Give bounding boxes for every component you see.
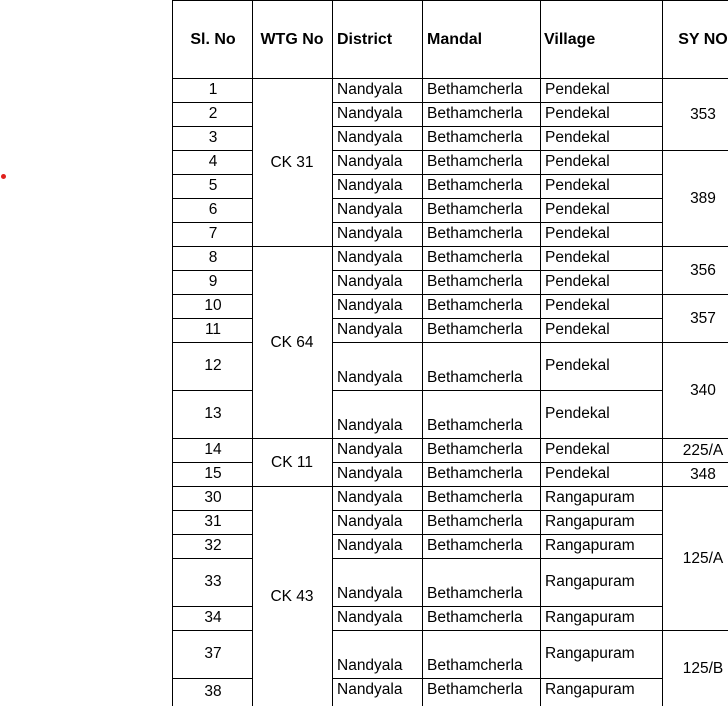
sl-no-cell: 10 (204, 297, 222, 314)
sl-no-cell: 38 (204, 683, 222, 700)
mandal-cell: Bethamcherla (427, 441, 523, 458)
village-cell: Pendekal (545, 297, 610, 314)
village-cell: Pendekal (545, 105, 610, 122)
wtg-no-cell: CK 31 (270, 154, 314, 171)
village-cell: Pendekal (545, 129, 610, 146)
mandal-cell: Bethamcherla (427, 369, 523, 386)
mandal-cell: Bethamcherla (427, 297, 523, 314)
village-cell: Rangapuram (545, 681, 635, 698)
village-cell: Pendekal (545, 465, 610, 482)
district-cell: Nandyala (337, 321, 403, 338)
sl-no-cell: 14 (204, 441, 222, 458)
district-cell: Nandyala (337, 369, 403, 386)
mandal-cell: Bethamcherla (427, 417, 523, 434)
village-cell: Pendekal (545, 441, 610, 458)
sl-no-cell: 7 (208, 225, 218, 242)
mandal-cell: Bethamcherla (427, 585, 523, 602)
district-cell: Nandyala (337, 201, 403, 218)
mandal-cell: Bethamcherla (427, 681, 523, 698)
village-cell: Pendekal (545, 273, 610, 290)
sl-no-cell: 2 (208, 105, 218, 122)
header-mandal: Mandal (427, 31, 483, 48)
village-cell: Rangapuram (545, 573, 635, 590)
mandal-cell: Bethamcherla (427, 609, 523, 626)
village-cell: Rangapuram (545, 489, 635, 506)
mandal-cell: Bethamcherla (427, 273, 523, 290)
sy-no-cell: 389 (690, 190, 716, 207)
mandal-cell: Bethamcherla (427, 657, 523, 674)
village-cell: Pendekal (545, 81, 610, 98)
village-cell: Pendekal (545, 153, 610, 170)
sl-no-cell: 8 (208, 249, 218, 266)
district-cell: Nandyala (337, 105, 403, 122)
village-cell: Rangapuram (545, 645, 635, 662)
district-cell: Nandyala (337, 537, 403, 554)
district-cell: Nandyala (337, 609, 403, 626)
district-cell: Nandyala (337, 441, 403, 458)
district-cell: Nandyala (337, 225, 403, 242)
sl-no-cell: 37 (204, 645, 222, 662)
mandal-cell: Bethamcherla (427, 225, 523, 242)
sl-no-cell: 1 (208, 81, 218, 98)
header-wtg-no: WTG No (260, 31, 324, 48)
district-cell: Nandyala (337, 417, 403, 434)
wtg-no-cell: CK 43 (270, 588, 314, 605)
sl-no-cell: 4 (208, 153, 218, 170)
district-cell: Nandyala (337, 177, 403, 194)
mandal-cell: Bethamcherla (427, 249, 523, 266)
sl-no-cell: 9 (208, 273, 218, 290)
sl-no-cell: 15 (204, 465, 222, 482)
mandal-cell: Bethamcherla (427, 105, 523, 122)
village-cell: Rangapuram (545, 537, 635, 554)
district-cell: Nandyala (337, 657, 403, 674)
district-cell: Nandyala (337, 153, 403, 170)
header-village: Village (544, 31, 596, 48)
mandal-cell: Bethamcherla (427, 513, 523, 530)
sy-no-cell: 125/B (682, 660, 724, 677)
village-cell: Rangapuram (545, 609, 635, 626)
district-cell: Nandyala (337, 465, 403, 482)
village-cell: Pendekal (545, 405, 610, 422)
village-cell: Pendekal (545, 225, 610, 242)
district-cell: Nandyala (337, 297, 403, 314)
mandal-cell: Bethamcherla (427, 489, 523, 506)
village-cell: Rangapuram (545, 513, 635, 530)
sl-no-cell: 6 (208, 201, 218, 218)
sl-no-cell: 31 (204, 513, 222, 530)
header-sl-no: Sl. No (190, 31, 236, 48)
sy-no-cell: 357 (690, 310, 716, 327)
sl-no-cell: 13 (204, 405, 222, 422)
village-cell: Pendekal (545, 177, 610, 194)
village-cell: Pendekal (545, 321, 610, 338)
sl-no-cell: 5 (208, 177, 218, 194)
red-dot-marker (1, 174, 6, 179)
sl-no-cell: 30 (204, 489, 222, 506)
sy-no-cell: 225/A (682, 442, 724, 459)
district-cell: Nandyala (337, 129, 403, 146)
sl-no-cell: 34 (204, 609, 222, 626)
district-cell: Nandyala (337, 681, 403, 698)
header-district: District (337, 31, 393, 48)
mandal-cell: Bethamcherla (427, 537, 523, 554)
sy-no-cell: 125/A (682, 550, 724, 567)
mandal-cell: Bethamcherla (427, 201, 523, 218)
sy-no-cell: 353 (690, 106, 716, 123)
sy-no-cell: 340 (690, 382, 716, 399)
district-cell: Nandyala (337, 81, 403, 98)
district-cell: Nandyala (337, 585, 403, 602)
mandal-cell: Bethamcherla (427, 129, 523, 146)
sl-no-cell: 33 (204, 573, 222, 590)
mandal-cell: Bethamcherla (427, 465, 523, 482)
sl-no-cell: 11 (204, 321, 222, 338)
mandal-cell: Bethamcherla (427, 81, 523, 98)
sl-no-cell: 32 (204, 537, 222, 554)
mandal-cell: Bethamcherla (427, 177, 523, 194)
wtg-no-cell: CK 11 (271, 454, 313, 471)
district-cell: Nandyala (337, 249, 403, 266)
mandal-cell: Bethamcherla (427, 153, 523, 170)
mandal-cell: Bethamcherla (427, 321, 523, 338)
sy-no-cell: 356 (690, 262, 716, 279)
village-cell: Pendekal (545, 357, 610, 374)
sy-no-cell: 348 (690, 466, 716, 483)
district-cell: Nandyala (337, 489, 403, 506)
spreadsheet-table (172, 0, 728, 706)
sl-no-cell: 12 (204, 357, 222, 374)
sl-no-cell: 3 (208, 129, 218, 146)
village-cell: Pendekal (545, 249, 610, 266)
district-cell: Nandyala (337, 273, 403, 290)
district-cell: Nandyala (337, 513, 403, 530)
wtg-no-cell: CK 64 (270, 334, 314, 351)
header-sy-no: SY NO (678, 31, 728, 48)
village-cell: Pendekal (545, 201, 610, 218)
